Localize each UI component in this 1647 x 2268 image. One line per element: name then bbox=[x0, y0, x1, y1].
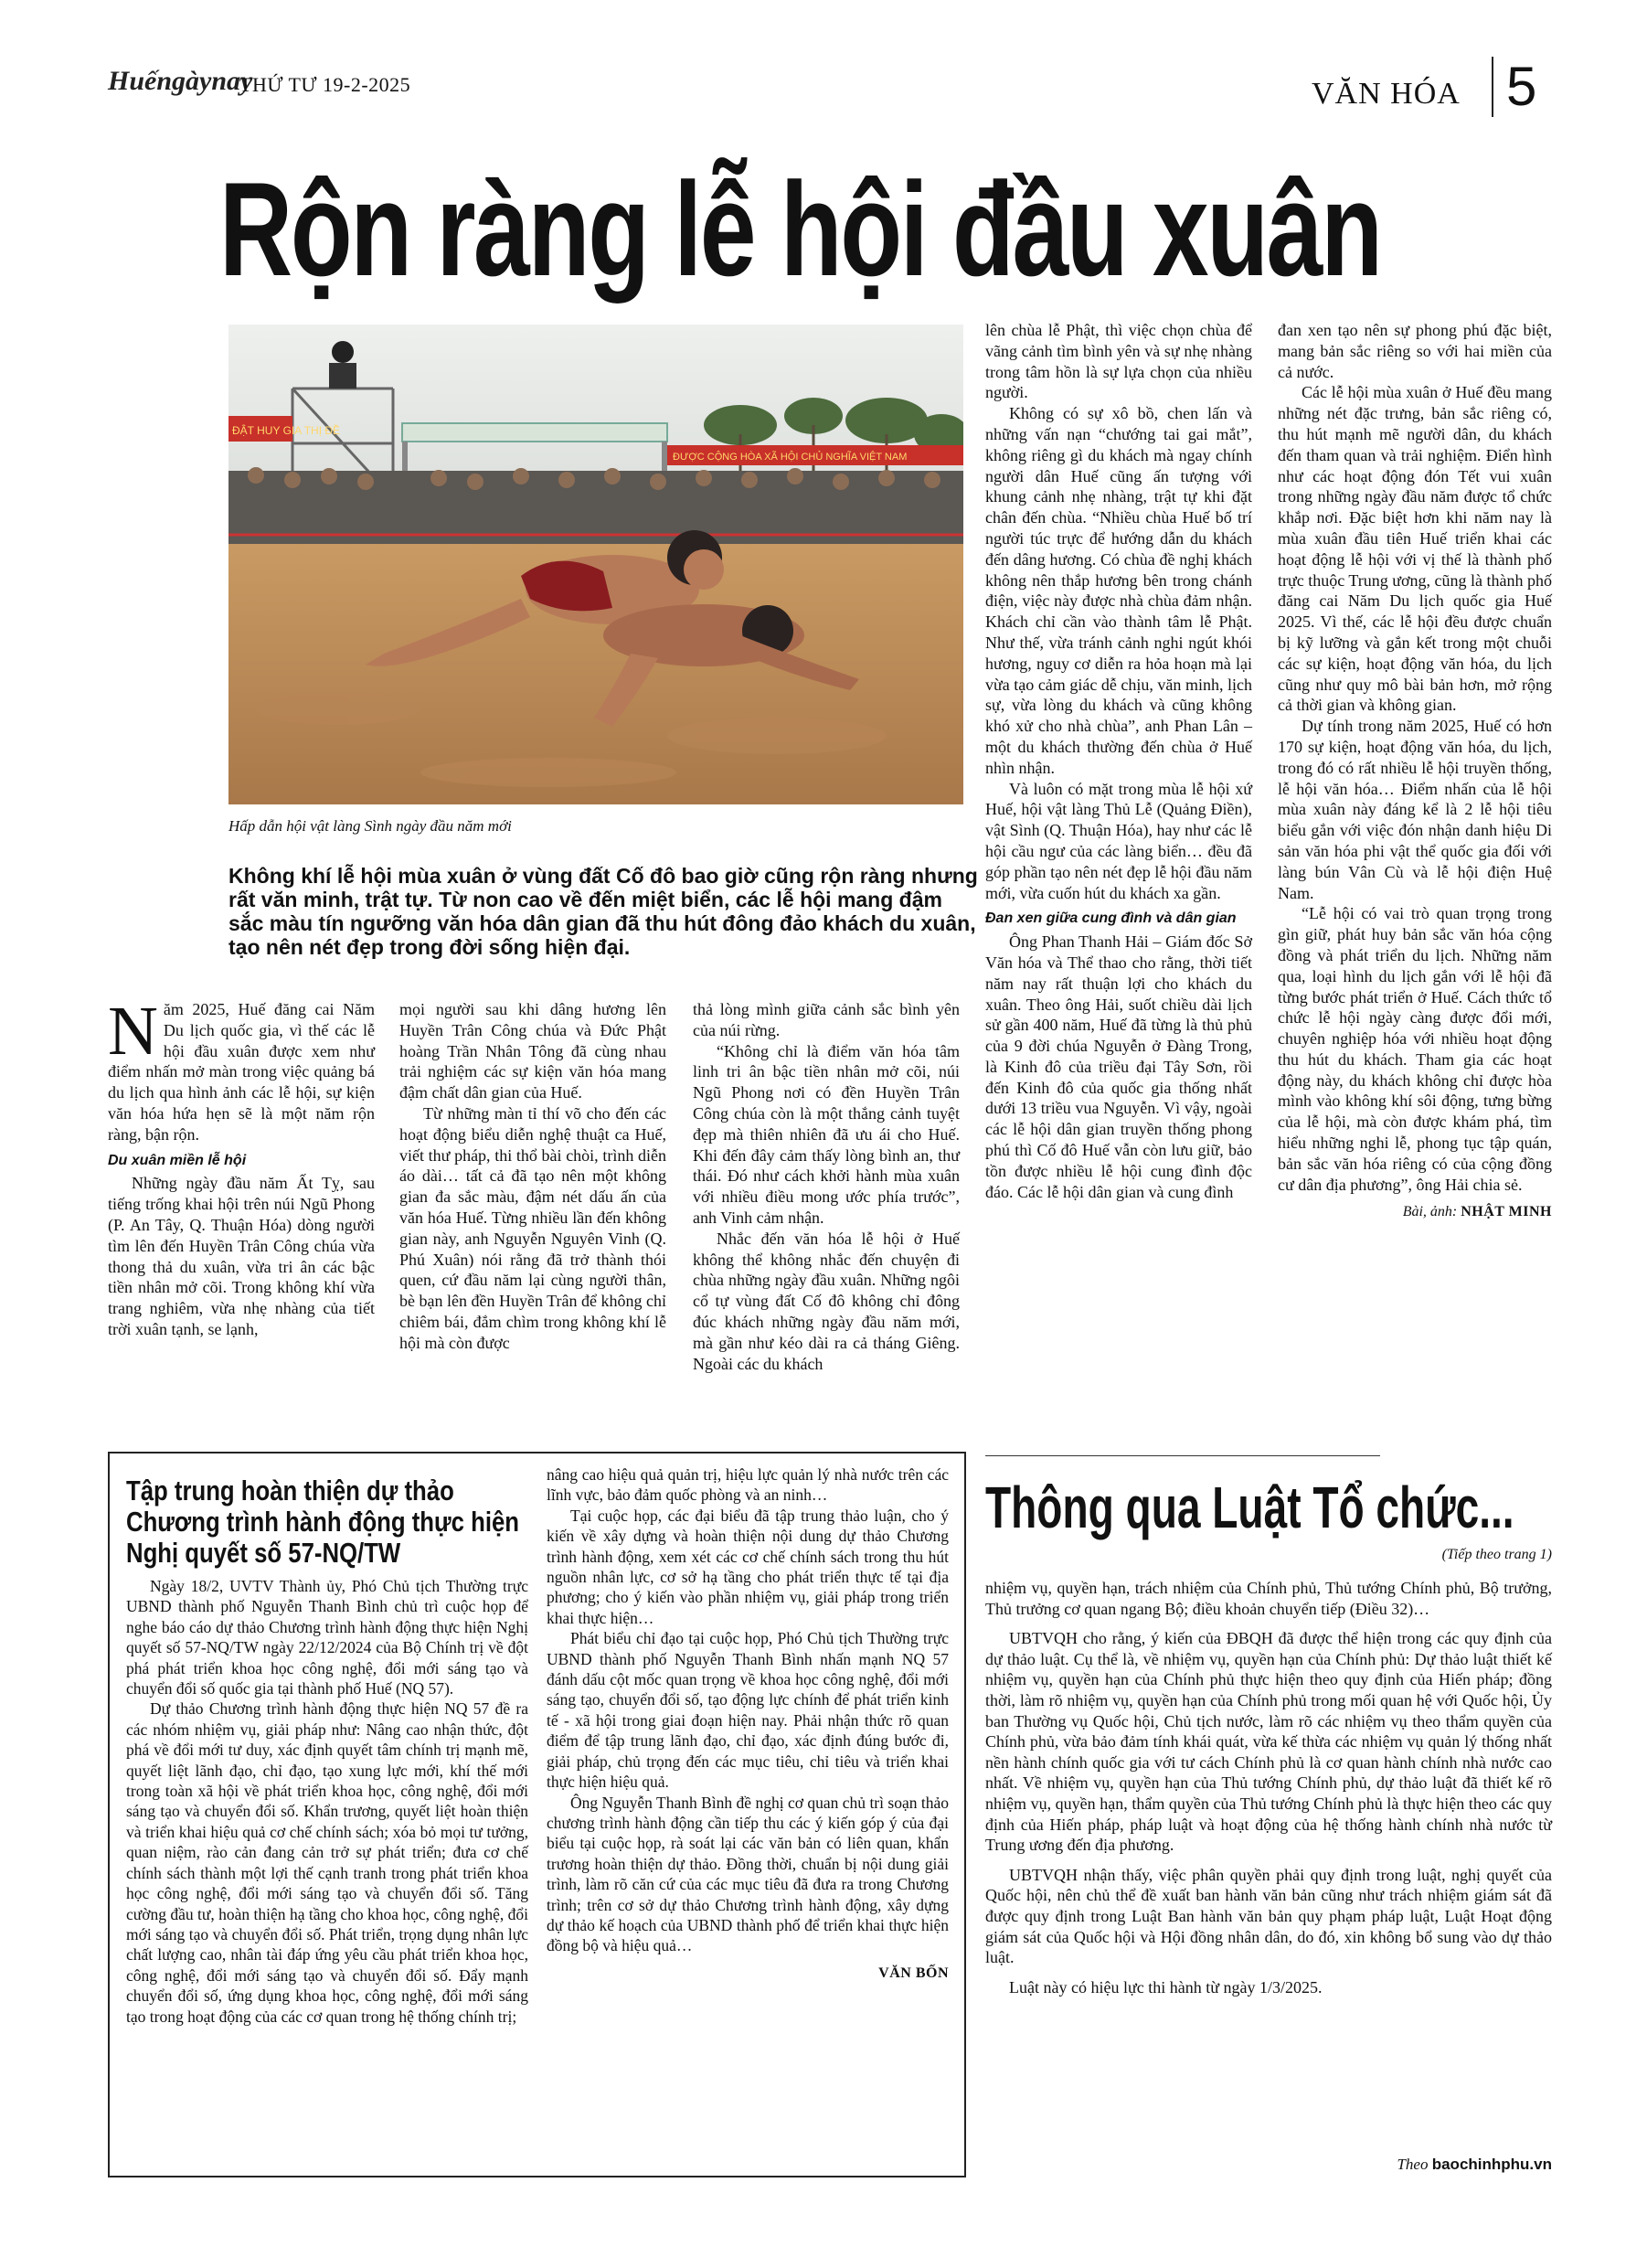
article-lead: Không khí lễ hội mùa xuân ở vùng đất Cố đô bao giờ cũng rộn ràng nhưng rất văn minh, trật tự. Từ non cao về đến miệt biển, các lễ hội mang đậm sắc màu tín ngưỡng văn hóa dân gian đã thu hút đông đảo khách du xuân, tạo nên nét đẹp trong đời sống hiện đại. bbox=[228, 864, 978, 959]
byline-author: NHẬT MINH bbox=[1461, 1204, 1552, 1220]
continued-note: (Tiếp theo trang 1) bbox=[1441, 1547, 1552, 1562]
paragraph: đan xen tạo nên sự phong phú đặc biệt, mang bản sắc riêng so với hai miền của cả nước. bbox=[1278, 321, 1552, 381]
article-column-2 bbox=[399, 999, 666, 1354]
paragraph: Những ngày đầu năm Ất Tỵ, sau tiếng trống khai hội trên núi Ngũ Phong (P. An Tây, Q. Thuận Hóa) dòng người tìm lên đến Huyền Trân Công chúa vừa thong thả du xuân, vừa tri ân các bậc tiền nhân mở cõi. Trong không khí vừa trang nghiêm, vừa nhẹ nhàng của tiết trời xuân tạnh, se lạnh, bbox=[108, 1174, 375, 1338]
article-byline bbox=[1278, 1202, 1552, 1223]
paragraph: Nhắc đến văn hóa lễ hội ở Huế không thể không nhắc đến chuyện đi chùa những ngày đầu xuân. Những ngôi cổ tự vùng đất Cố đô không chỉ đông đúc khách những ngày đầu năm mới, mà gần như kéo dài ra cả tháng Giêng. Ngoài các du khách bbox=[693, 1229, 960, 1373]
box-byline-author: VĂN BỐN bbox=[878, 1965, 949, 1981]
source-credit bbox=[985, 2156, 1552, 2174]
paragraph: lên chùa lễ Phật, thì việc chọn chùa để vãng cảnh tìm bình yên và sự nhẹ nhàng trong tâm hồn là sự lựa chọn của nhiều người. bbox=[985, 321, 1252, 402]
right-article-body bbox=[985, 1578, 1552, 1997]
banner-text-2: ĐƯỢC CỘNG HÒA XÃ HỘI CHỦ NGHĨA VIỆT NAM bbox=[673, 452, 908, 463]
paragraph: Từ những màn tỉ thí võ cho đến các hoạt động biểu diễn nghệ thuật ca Huế, viết thư pháp, thi thổ bài chòi, trình diễn áo dài… tất cả đã tạo nên một không gian đa sắc màu, đậm nét dấu ấn của văn hóa Huế. Từng nhiều lần đến không gian này, anh Nguyễn Nguyên Vinh (Q. Phú Xuân) nói rằng đã trở thành thói quen, cứ đầu năm lại cùng người thân, bè bạn lên đền Huyền Trân để không chỉ chiêm bái, đắm chìm trong không khí lễ hội mà còn được bbox=[399, 1103, 666, 1352]
paragraph: nhiệm vụ, quyền hạn, trách nhiệm của Chính phủ, Thủ tướng Chính phủ, Bộ trưởng, Thủ trưởng cơ quan ngang Bộ; điều khoản chuyển tiếp (Điều 32)… bbox=[985, 1579, 1552, 1618]
photo-caption: Hấp dẫn hội vật làng Sình ngày đầu năm mới bbox=[228, 817, 512, 835]
paragraph: thả lòng mình giữa cảnh sắc bình yên của núi rừng. bbox=[693, 1000, 960, 1039]
byline-prefix: Bài, ảnh: bbox=[1402, 1204, 1458, 1220]
credit-source: baochinhphu.vn bbox=[1431, 2156, 1552, 2173]
masthead-logo: Huếngàynay bbox=[108, 66, 253, 96]
paragraph: Ông Phan Thanh Hải – Giám đốc Sở Văn hóa và Thể thao cho rằng, thời tiết năm nay rất thuận lợi cho khách du xuân. Theo ông Hải, suốt chiều dài lịch sử gần 400 năm, Huế đã từng là thủ phủ của 9 đời chúa Nguyễn ở Đàng Trong, là Kinh đô của triều đại Tây Sơn, rồi đến Kinh đô của quốc gia thống nhất dưới 13 triều vua Nguyễn. Vì vậy, ngoài các lễ hội dân gian truyền thống phong phú thì Cố đô Huế vẫn còn lưu giữ, bảo tồn được nhiều lễ hội cung đình độc đáo. Các lễ hội dân gian và cung đình bbox=[985, 932, 1252, 1201]
paragraph: mọi người sau khi dâng hương lên Huyền Trân Công chúa và Đức Phật hoàng Trần Nhân Tông đã cùng nhau trải nghiệm các sự kiện văn hóa mang đậm chất dân gian của Huế. bbox=[399, 1000, 666, 1102]
paragraph: UBTVQH nhận thấy, việc phân quyền phải quy định trong luật, nghị quyết của Quốc hội, nên chủ thể đề xuất ban hành văn bản cũng như trách nhiệm giám sát đã được quy định trong Luật Ban hành văn bản quy phạm pháp luật, Luật Hoạt động giám sát của Quốc hội và Hội đồng nhân dân, do đó, xin không bổ sung vào dự thảo luật. bbox=[985, 1865, 1552, 1967]
divider-rule bbox=[985, 1455, 1380, 1456]
main-headline: Rộn ràng lễ hội đầu xuân bbox=[219, 154, 1381, 303]
paragraph: Dự thảo Chương trình hành động thực hiện NQ 57 đề ra các nhóm nhiệm vụ, giải pháp như: Nâng cao nhận thức, đột phá về đổi mới tư duy, xác định quyết tâm chính trị mạnh mẽ, quyết liệt lãnh đạo, chỉ đạo, tạo xung lực mới, khí thế mới trong toàn xã hội về phát triển khoa học, công nghệ, đổi mới sáng tạo và chuyển đổi số. Khẩn trương, quyết liệt hoàn thiện và triển khai hiệu quả cơ chế chính sách; xóa bỏ mọi tư tưởng, quan niệm, rào cản đang cản trở sự phát triển; đưa cơ chế chính sách thành một lợi thế cạnh tranh trong phát triển khoa học công nghệ, đổi mới sáng tạo và chuyển đổi số. Tăng cường đầu tư, hoàn thiện hạ tầng cho khoa học, công nghệ, đổi mới sáng tạo và chuyển đổi số. Phát triển, trọng dụng nhân lực chất lượng cao, nhân tài đáp ứng yêu cầu phát triển khoa học, công nghệ, đổi mới sáng tạo và chuyển đổi số. Đẩy mạnh chuyển đổi số, ứng dụng khoa học, công nghệ, đổi mới sáng tạo trong hoạt động của các cơ quan trong hệ thống chính trị; bbox=[126, 1699, 528, 2026]
paragraph: Phát biểu chỉ đạo tại cuộc họp, Phó Chủ tịch Thường trực UBND thành phố Nguyễn Thanh Bình nhấn mạnh NQ 57 đánh dấu cột mốc quan trọng về khoa học công nghệ, đổi mới sáng tạo, chuyển đổi số, tạo động lực chính để phát triển kinh tế - xã hội trong giai đoạn hiện nay. Phải nhận thức rõ quan điểm để tập trung lãnh đạo, chỉ đạo, xác định đúng bước đi, giải pháp, chủ trọng đến các mục tiêu, chỉ tiêu và triển khai thực hiện hiệu quả. bbox=[547, 1629, 949, 1792]
paragraph: Các lễ hội mùa xuân ở Huế đều mang những nét đặc trưng, bản sắc riêng có, thu hút mạnh mẽ người dân, du khách đến tham quan và trải nghiệm. Điển hình như các hoạt động đón Tết vui xuân trong những ngày đầu năm được tổ chức khắp nơi. Đặc biệt hơn khi năm nay là mùa xuân đầu tiên Huế triển khai các hoạt động lễ hội với vị thế là thành phố trực thuộc Trung ương, cũng là thành phố đăng cai Năm Du lịch quốc gia Huế 2025. Vì thế, các lễ hội đều được chuẩn bị kỹ lưỡng và gắn kết trong một chuỗi các sự kiện, hoạt động văn hóa, du lịch cũng như quy mô bài bản hơn, mở rộng cả thời gian và không gian. bbox=[1278, 383, 1553, 715]
section-name: VĂN HÓA bbox=[1312, 77, 1461, 111]
paragraph: UBTVQH cho rằng, ý kiến của ĐBQH đã được thể hiện trong các quy định của dự thảo luật. Cụ thể là, về nhiệm vụ, quyền hạn của Chính phủ: Dự thảo luật thiết kế nhiệm vụ, quyền hạn của Chính phủ thực hiện theo quy định của Hiến pháp; đồng thời, làm rõ nhiệm vụ, quyền hạn của Chính phủ trong mối quan hệ với Quốc hội, Ủy ban Thường vụ Quốc hội, Chủ tịch nước, làm rõ các nhiệm vụ theo thẩm quyền của Chính phủ, vừa bảo đảm tính khái quát, vừa kế thừa các nhiệm vụ quản lý thống nhất nền hành chính quốc gia với tư cách Chính phủ là cơ quan hành chính nhà nước cao nhất. Về nhiệm vụ, quyền hạn của Thủ tướng Chính phủ, dự thảo luật đã thiết kế rõ nhiệm vụ, quyền hạn, thẩm quyền của Thủ tướng Chính phủ là thực hiện theo các quy định của Hiến pháp, pháp luật và hoạt động của hệ thống hành chính nhà nước từ Trung ương đến địa phương. bbox=[985, 1629, 1552, 1855]
paragraph: Ông Nguyễn Thanh Bình đề nghị cơ quan chủ trì soạn thảo chương trình hành động cần tiếp thu các ý kiến góp ý của đại biểu tại cuộc họp, rà soát lại các văn bản có liên quan, khẩn trương hoàn thiện dự thảo. Đồng thời, chuẩn bị nội dung giải trình, làm rõ căn cứ của các mục tiêu đã đưa ra trong Chương trình; trên cơ sở dự thảo Chương trình hành động, xây dựng dự thảo kế hoạch của UBND thành phố để triển khai thực hiện đồng bộ và hiệu quả… bbox=[547, 1793, 949, 1955]
subheading: Du xuân miền lễ hội bbox=[108, 1152, 247, 1168]
paragraph: “Lễ hội có vai trò quan trọng trong gìn giữ, phát huy bản sắc văn hóa cộng đồng và phát triển du lịch. Những năm qua, loại hình du lịch gắn với lễ hội đã từng bước phát triển ở Huế. Cách thức tổ chức lễ hội ngày càng được đổi mới, chuyên nghiệp hóa với nhiều hoạt động thu hút du khách. Tham gia các hoạt động này, du khách không chỉ được hòa mình vào không khí sôi động, tưng bừng của lễ hội, mà còn được khám phá, tìm hiểu những nghi lễ, phong tục tập quán, bản sắc văn hóa riêng có của cộng đồng cư dân địa phương”, ông Hải chia sẻ. bbox=[1278, 904, 1552, 1194]
wrestling-photo bbox=[228, 325, 963, 804]
box-column-1 bbox=[126, 1576, 528, 2027]
right-article-title: Thông qua Luật Tổ chức... bbox=[985, 1475, 1514, 1540]
paragraph: ăm 2025, Huế đăng cai Năm Du lịch quốc gia, vì thế các lễ hội đầu xuân được xem như điểm nhấn mở màn trong việc quảng bá du lịch qua hình ảnh các lễ hội, sự kiện văn hóa hứa hẹn sẽ là một năm rộn ràng, bận rộn. bbox=[108, 1000, 375, 1144]
article-column-1 bbox=[108, 993, 375, 1340]
paragraph: Và luôn có mặt trong mùa lễ hội xứ Huế, hội vật làng Thủ Lễ (Quảng Điền), vật Sình (Q. Thuận Hóa), hay như các lễ hội cầu ngư của các làng biển… đều đã góp phần tạo nên nét đẹp lễ hội đầu năm mới, vừa cuốn hút du khách xa gần. bbox=[985, 779, 1252, 902]
issue-date: THỨ TƯ 19-2-2025 bbox=[239, 73, 411, 96]
paragraph: Luật này có hiệu lực thi hành từ ngày 1/3/2025. bbox=[1009, 1977, 1323, 1996]
paragraph: Ngày 18/2, UVTV Thành ủy, Phó Chủ tịch Thường trực UBND thành phố Nguyễn Thanh Bình chủ trì cuộc họp để nghe báo cáo dự thảo Chương trình hành động thực hiện Nghị quyết số 57-NQ/TW ngày 22/12/2024 của Bộ Chính trị về đột phá phát triển khoa học công nghệ, đổi mới sáng tạo và chuyển đổi số quốc gia tại thành phố Huế (NQ 57). bbox=[126, 1577, 528, 1698]
drop-cap: N bbox=[108, 993, 158, 1070]
paragraph: Không có sự xô bồ, chen lấn và những vấn nạn “chướng tai gai mắt”, không riêng gì du khách mà ngay chính người dân Huế cũng ấn tượng với khung cảnh nhẹ nhàng, trật tự khi đặt chân đến chùa. “Nhiều chùa Huế bố trí người túc trực để hướng dẫn du khách đến dâng hương. Có chùa đề nghị khách không nên thắp hương bên trong chánh điện, việc này được nhà chùa đảm nhận. Khách chỉ cần vào thành tâm lễ Phật. Như thế, vừa tránh cảnh nghi ngút khói hương, nguy cơ diễn ra hỏa hoạn mà lại vừa tạo cảm giác dễ chịu, văn minh, lịch sự, vừa lòng du khách và cũng không khó xử cho nhà chùa”, anh Phan Lân – một du khách thường đến chùa ở Huế nhìn nhận. bbox=[985, 404, 1252, 777]
box-column-2 bbox=[547, 1464, 949, 1984]
paragraph: nâng cao hiệu quả quản trị, hiệu lực quản lý nhà nước trên các lĩnh vực, bảo đảm quốc phòng và an ninh… bbox=[547, 1465, 949, 1505]
box-byline bbox=[547, 1964, 949, 1984]
article-column-4 bbox=[985, 320, 1252, 1202]
section-divider bbox=[1492, 57, 1493, 117]
article-column-5 bbox=[1278, 320, 1552, 1223]
paragraph: Dự tính trong năm 2025, Huế có hơn 170 sự kiện, hoạt động văn hóa, du lịch, trong đó có rất nhiều lễ hội truyền thống, lễ hội văn hóa… Điểm nhấn của lễ hội mùa xuân này đáng kể là 2 lễ hội tiêu biểu gắn với việc đón nhận danh hiệu Di sản văn hóa phi vật thể quốc gia đối với làng bún Vân Cù và lễ hội điện Huệ Nam. bbox=[1278, 717, 1552, 902]
box-article-title: Tập trung hoàn thiện dự thảo Chương trình hành động thực hiện Nghị quyết số 57-NQ/TW bbox=[126, 1475, 520, 1569]
paragraph: Tại cuộc họp, các đại biểu đã tập trung thảo luận, cho ý kiến về xây dựng và hoàn thiện nội dung dự thảo Chương trình hành động, xem xét các cơ chế chính sách trong thu hút nguồn nhân lực, cơ sở hạ tầng cho phát triển thực tế tại địa phương; cho ý kiến vào phần nhiệm vụ, giải pháp trong triển khai thực hiện… bbox=[547, 1506, 949, 1627]
banner-text-1: ĐẬT HUY GIA THỊ ĐỀ bbox=[232, 424, 341, 437]
subheading: Đan xen giữa cung đình và dân gian bbox=[985, 910, 1237, 927]
article-column-3 bbox=[693, 999, 960, 1374]
paragraph: “Không chỉ là điểm văn hóa tâm linh tri ân bậc tiền nhân mở cõi, núi Ngũ Phong nơi có đền Huyền Trân Công chúa còn là một thắng cảnh tuyệt đẹp mà thiên nhiên đã ưu ái cho Huế. Khi đến đây cảm thấy lòng bình an, thư thái. Đó như cách khởi hành mùa xuân với nhiều điều mong ước phía trước”, anh Vinh cảm nhận. bbox=[693, 1041, 960, 1227]
page-number: 5 bbox=[1506, 56, 1537, 117]
credit-prefix: Theo bbox=[1397, 2156, 1429, 2173]
